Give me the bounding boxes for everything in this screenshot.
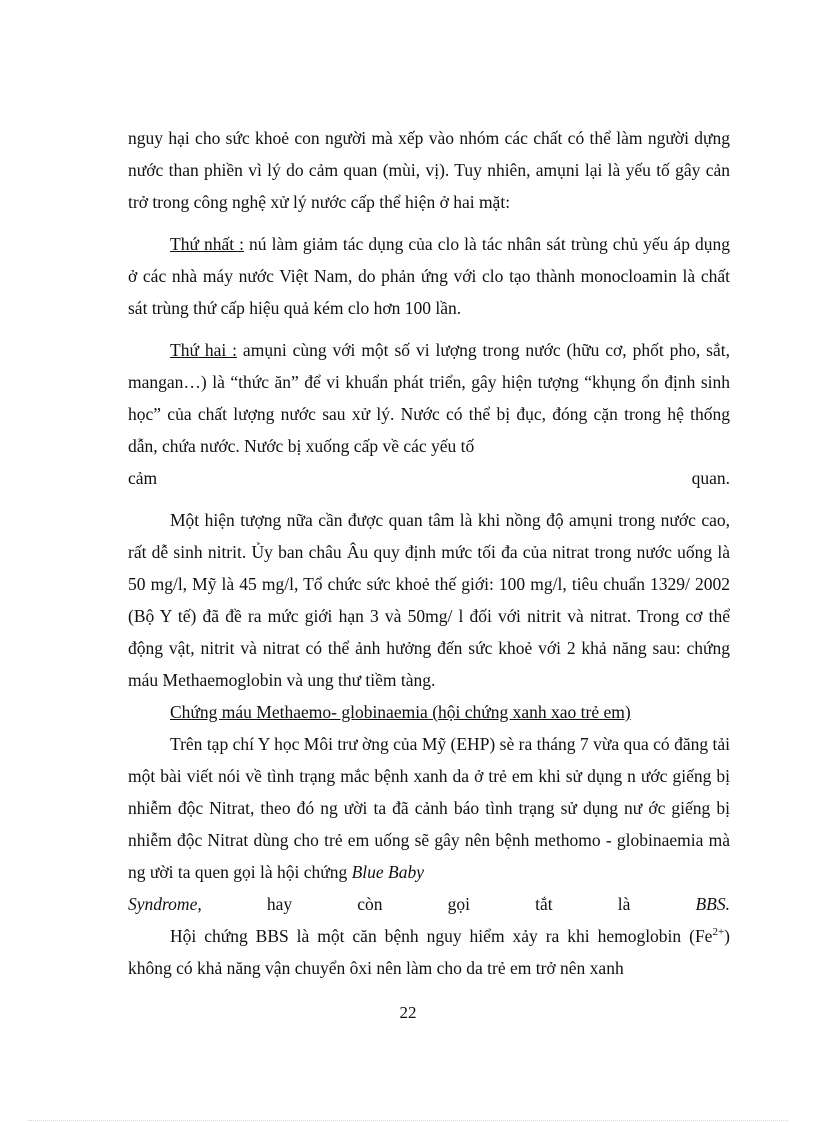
label-thu-hai: Thứ hai : xyxy=(170,340,238,360)
document-body xyxy=(128,122,730,984)
paragraph-thu-hai-last-line xyxy=(128,462,730,494)
word-syndrome: Syndrome, xyxy=(128,894,202,914)
paragraph-nitrit: Một hiện tượng nữa cần được quan tâm là khi nồng độ amụni trong nước cao, rất dễ sinh nitrit. Ủy ban châu Âu quy định mức tối đa của nitrat trong nước uống là 50 mg/l, Mỹ là 45 mg/l, Tổ chức sức khoẻ thế giới: 100 mg/l, tiêu chuẩn 1329/ 2002 (Bộ Y tế) đã đề ra mức giới hạn 3 và 50mg/ l đối với nitrit và nitrat. Trong cơ thể động vật, nitrit và nitrat có thể ảnh hưởng đến sức khoẻ với 2 khả năng sau: chứng máu Methaemoglobin và ung thư tiềm tàng. xyxy=(128,510,730,690)
page-bottom-divider xyxy=(28,1120,788,1121)
paragraph-ehp-last-line xyxy=(128,888,730,920)
word-con: còn xyxy=(357,894,383,914)
paragraph-ehp-text: Trên tạp chí Y học Môi trư ờng của Mỹ (EHP) sè ra tháng 7 vừa qua có đăng tải một bài viết nói về tình trạng mắc bệnh xanh da ở trẻ em khi sử dụng n ước giếng bị nhiễm độc Nitrat, theo đó ng ười ta đã cảnh báo tình trạng sử dụng nư ớc giếng bị nhiễm độc Nitrat dùng cho trẻ em uống sẽ gây nên bệnh methomo - globinaemia mà ng ười ta quen gọi là hội chứng xyxy=(128,734,730,882)
page-number: 22 xyxy=(399,1003,417,1022)
label-thu-nhat: Thứ nhất : xyxy=(170,234,245,254)
word-tat: tắt xyxy=(535,894,553,914)
word-la: là xyxy=(617,894,631,914)
paragraph-bbs xyxy=(128,920,730,984)
word-quan: quan. xyxy=(691,468,730,488)
paragraph-bbs-start: Hội chứng BBS là một căn bệnh nguy hiểm xảy ra khi hemoglobin (Fe xyxy=(170,926,713,946)
word-goi: gọi xyxy=(447,894,470,914)
word-cam: cảm xyxy=(128,468,158,488)
superscript-2plus: 2+ xyxy=(712,926,725,939)
section-heading xyxy=(128,696,730,728)
word-bbs: BBS. xyxy=(695,894,730,914)
text-thu-hai: amụni cùng với một số vi lượng trong nước (hữu cơ, phốt pho, sắt, mangan…) là “thức ăn” để vi khuẩn phát triển, gây hiện tượng “khụng ổn định sinh học” của chất lượng nước sau xử lý. Nước có thể bị đục, đóng cặn trong hệ thống dẫn, chứa nước. Nước bị xuống cấp về các yếu tố xyxy=(128,340,730,456)
text-thu-nhat: nú làm giảm tác dụng của clo là tác nhân sát trùng chủ yếu áp dụng ở các nhà máy nước Việt Nam, do phản ứng với clo tạo thành monocloamin là chất sát trùng thứ cấp hiệu quả kém clo hơn 100 lần. xyxy=(128,234,730,318)
paragraph-1: nguy hại cho sức khoẻ con người mà xếp vào nhóm các chất có thể làm người dựng nước than phiền vì lý do cảm quan (mùi, vị). Tuy nhiên, amụni lại là yếu tố gây cản trở trong công nghệ xử lý nước cấp thể hiện ở hai mặt: xyxy=(128,128,730,212)
paragraph-thu-hai xyxy=(128,334,730,462)
paragraph-bbs-end: ) không có khả năng vận chuyển ôxi nên làm cho da trẻ em trở nên xanh xyxy=(128,926,730,978)
italic-blue-baby: Blue Baby xyxy=(351,862,425,882)
word-hay: hay xyxy=(266,894,293,914)
paragraph-thu-nhat xyxy=(128,228,730,324)
paragraph-ehp xyxy=(128,728,730,888)
section-heading-text: Chứng máu Methaemo- globinaemia (hội chứng xanh xao trẻ em) xyxy=(170,702,631,722)
